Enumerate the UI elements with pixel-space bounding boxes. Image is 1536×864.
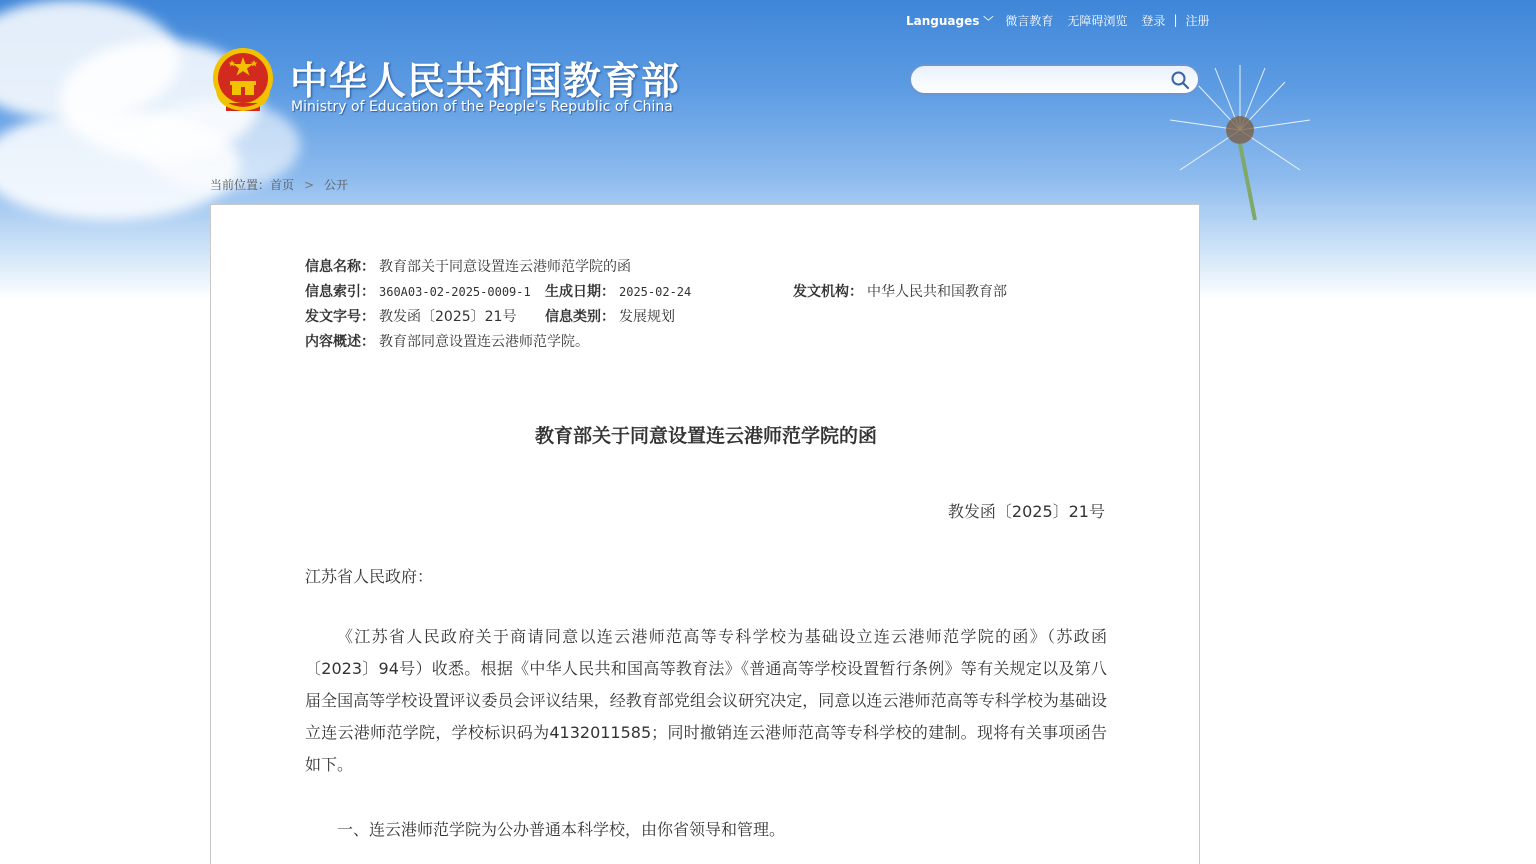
meta-row-org bbox=[793, 282, 1007, 302]
meta-name-label: 信息名称： bbox=[305, 259, 375, 275]
meta-date-value: 2025-02-24 bbox=[619, 285, 692, 299]
meta-row-index bbox=[305, 282, 531, 302]
meta-name-value: 教育部关于同意设置连云港师范学院的函 bbox=[379, 259, 631, 275]
document-title: 教育部关于同意设置连云港师范学院的函 bbox=[534, 425, 877, 447]
meta-docno-label: 发文字号： bbox=[305, 309, 375, 325]
meta-category-value: 发展规划 bbox=[619, 309, 675, 325]
meta-summary-label: 内容概述： bbox=[305, 334, 375, 350]
breadcrumb-current[interactable]: 公开 bbox=[324, 178, 349, 192]
breadcrumb bbox=[210, 176, 348, 193]
breadcrumb-home[interactable]: 首页 bbox=[270, 178, 295, 192]
meta-row-summary bbox=[305, 332, 589, 352]
document-paragraph: 《江苏省人民政府关于商请同意以连云港师范高等专科学校为基础设立连云港师范学院的函》（苏政函〔2023〕94号）收悉。根据《中华人民共和国高等教育法》《普通高等学校设置暂行条例》等有关规定以及第八届全国高等学校设置评议委员会评议结果，经教育部党组会议研究决定，同意以连云港师范高等专科学校为基础设立连云港师范学院，学校标识码为4132011585；同时撤销连云港师范高等专科学校的建制。现将有关事项函告如下。 bbox=[305, 627, 1107, 774]
meta-index-value: 360A03-02-2025-0009-1 bbox=[379, 285, 531, 299]
national-emblem-logo[interactable] bbox=[212, 47, 274, 115]
meta-category-label: 信息类别： bbox=[545, 309, 615, 325]
search-box bbox=[909, 64, 1200, 95]
meta-org-label: 发文机构： bbox=[793, 284, 863, 300]
search-icon[interactable] bbox=[1170, 70, 1190, 90]
document-addressee: 江苏省人民政府： bbox=[305, 567, 434, 586]
article-panel bbox=[210, 204, 1200, 864]
site-title-cn: 中华人民共和国教育部 bbox=[290, 59, 681, 103]
meta-row-category bbox=[545, 307, 675, 327]
document-paragraph: 一、连云港师范学院为公办普通本科学校，由你省领导和管理。 bbox=[337, 820, 786, 839]
meta-row-name bbox=[305, 257, 631, 277]
meta-org-value: 中华人民共和国教育部 bbox=[867, 284, 1007, 300]
link-weiyan-jiaoyu[interactable]: 微言教育 bbox=[1005, 13, 1054, 28]
site-title-en: Ministry of Education of the People's Republic of China bbox=[291, 99, 673, 115]
document-number: 教发函〔2025〕21号 bbox=[947, 502, 1105, 521]
breadcrumb-arrow-icon: > bbox=[304, 178, 315, 192]
languages-label: Languages bbox=[906, 13, 980, 28]
login-link[interactable]: 登录 bbox=[1141, 13, 1166, 28]
meta-row-date bbox=[545, 282, 691, 302]
meta-docno-value: 教发函〔2025〕21号 bbox=[379, 309, 517, 325]
link-accessibility[interactable]: 无障碍浏览 bbox=[1067, 13, 1128, 28]
meta-summary-value: 教育部同意设置连云港师范学院。 bbox=[379, 334, 589, 350]
meta-index-label: 信息索引： bbox=[305, 284, 375, 300]
top-utility-bar bbox=[906, 10, 1210, 30]
languages-menu[interactable] bbox=[906, 13, 993, 28]
chevron-down-icon: ﹀ bbox=[983, 16, 994, 28]
search-input[interactable] bbox=[921, 70, 1161, 90]
meta-row-docno bbox=[305, 307, 516, 327]
meta-date-label: 生成日期： bbox=[545, 284, 615, 300]
breadcrumb-prefix: 当前位置： bbox=[210, 178, 271, 192]
register-link[interactable]: 注册 bbox=[1185, 13, 1210, 28]
login-register-divider: | bbox=[1173, 13, 1178, 27]
